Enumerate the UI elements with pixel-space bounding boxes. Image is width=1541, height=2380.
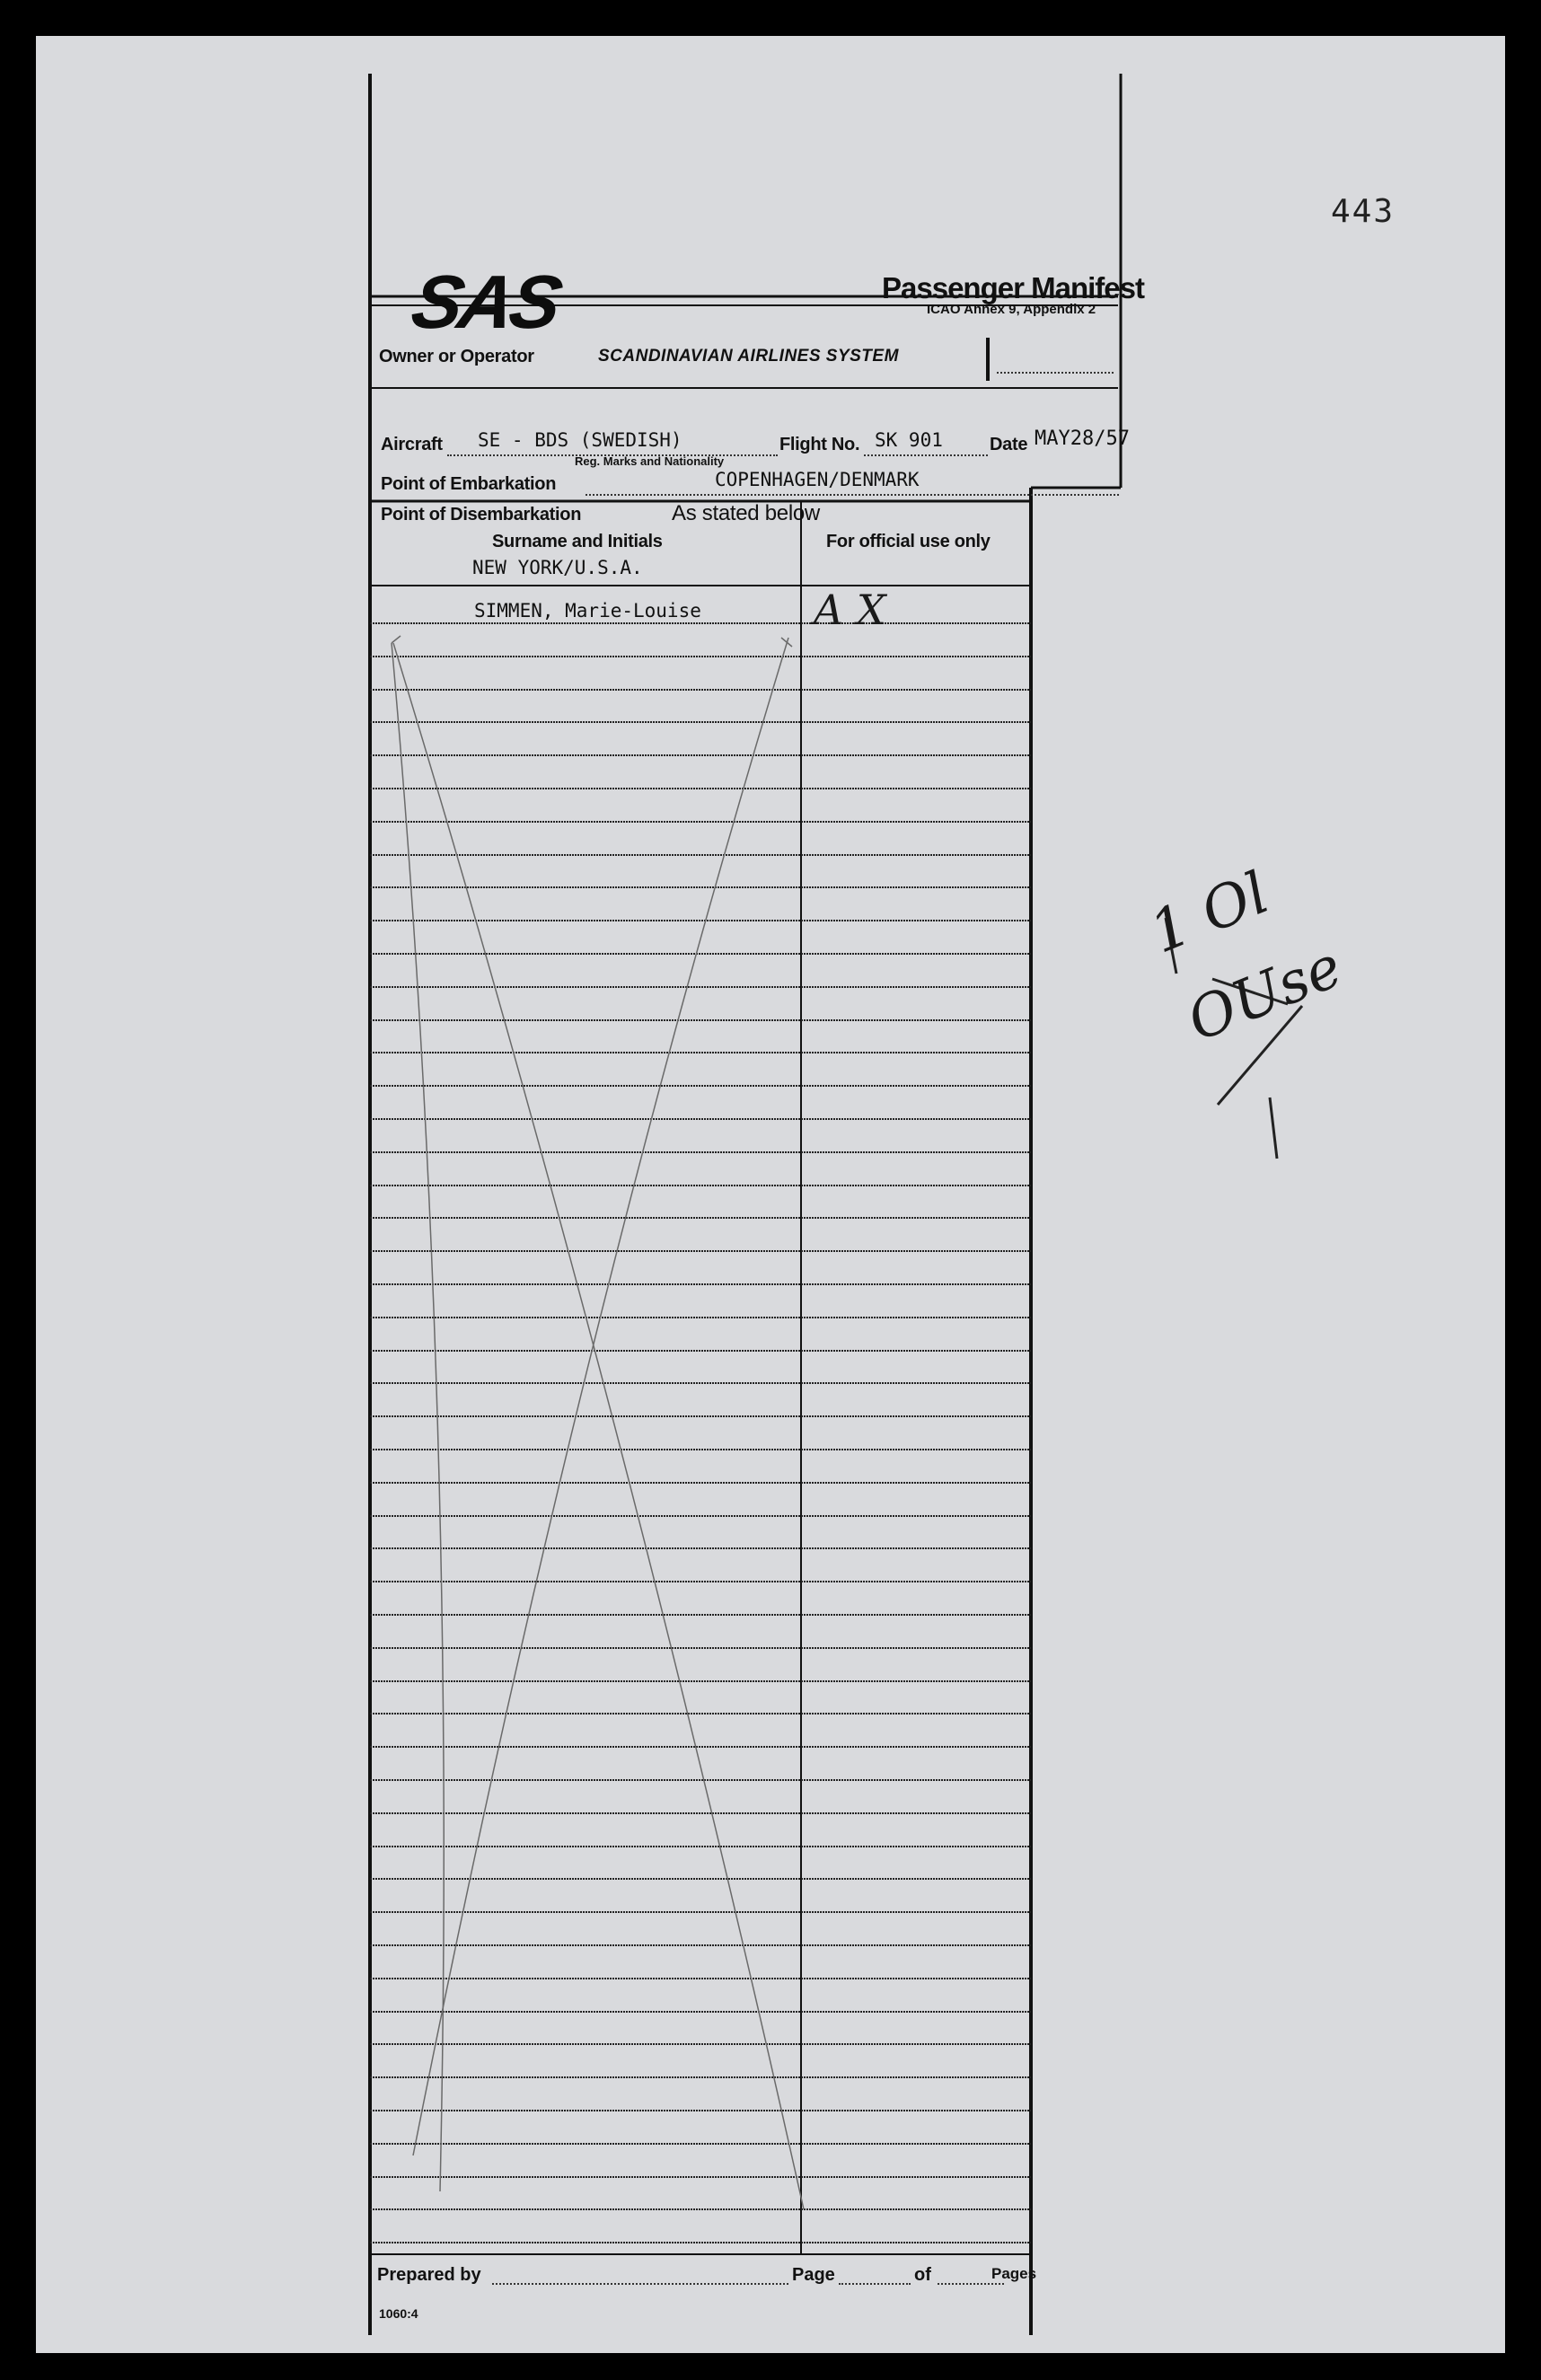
embarkation-label: Point of Embarkation xyxy=(381,474,557,494)
date-label: Date xyxy=(990,435,1028,454)
margin-note-2: OUse xyxy=(1178,933,1352,1055)
page-label: Page xyxy=(792,2265,835,2285)
pages-label: Pages xyxy=(991,2265,1037,2282)
aircraft-value: SE - BDS (SWEDISH) xyxy=(478,429,682,451)
manifest-sheet xyxy=(36,36,1505,2353)
document-title: Passenger Manifest xyxy=(882,271,1144,304)
form-lines xyxy=(36,36,1505,2353)
owner-separator xyxy=(986,338,990,381)
destination: NEW YORK/U.S.A. xyxy=(472,557,643,578)
owner-blank xyxy=(997,372,1114,374)
reg-note: Reg. Marks and Nationality xyxy=(575,454,725,468)
page-number: 443 xyxy=(1331,193,1396,230)
form-number: 1060:4 xyxy=(379,2306,418,2321)
sas-logo: SAS xyxy=(405,260,566,344)
owner-value: SCANDINAVIAN AIRLINES SYSTEM xyxy=(598,347,899,366)
prepared-by-dotline xyxy=(492,2283,788,2285)
disembarkation-label: Point of Disembarkation xyxy=(381,505,582,524)
page-dotline xyxy=(839,2283,911,2285)
margin-note-1: 1 Ol xyxy=(1141,859,1278,967)
date-value: MAY28/57 xyxy=(1035,428,1130,450)
document-subtitle: ICAO Annex 9, Appendix 2 xyxy=(927,302,1096,317)
of-label: of xyxy=(914,2265,931,2285)
flight-dotline xyxy=(864,454,988,456)
aircraft-label: Aircraft xyxy=(381,435,443,454)
column-official-use: For official use only xyxy=(826,532,991,551)
of-dotline xyxy=(938,2283,1004,2285)
official-mark: A X xyxy=(814,586,886,634)
flight-value: SK 901 xyxy=(875,429,943,451)
passenger-name: SIMMEN, Marie-Louise xyxy=(474,600,701,621)
flight-label: Flight No. xyxy=(779,435,860,454)
column-surname: Surname and Initials xyxy=(492,532,663,551)
embarkation-value: COPENHAGEN/DENMARK xyxy=(715,469,920,490)
disembarkation-value: As stated below xyxy=(672,501,820,525)
prepared-by-label: Prepared by xyxy=(377,2265,481,2285)
embarkation-dotline xyxy=(586,494,1119,496)
owner-label: Owner or Operator xyxy=(379,347,534,366)
